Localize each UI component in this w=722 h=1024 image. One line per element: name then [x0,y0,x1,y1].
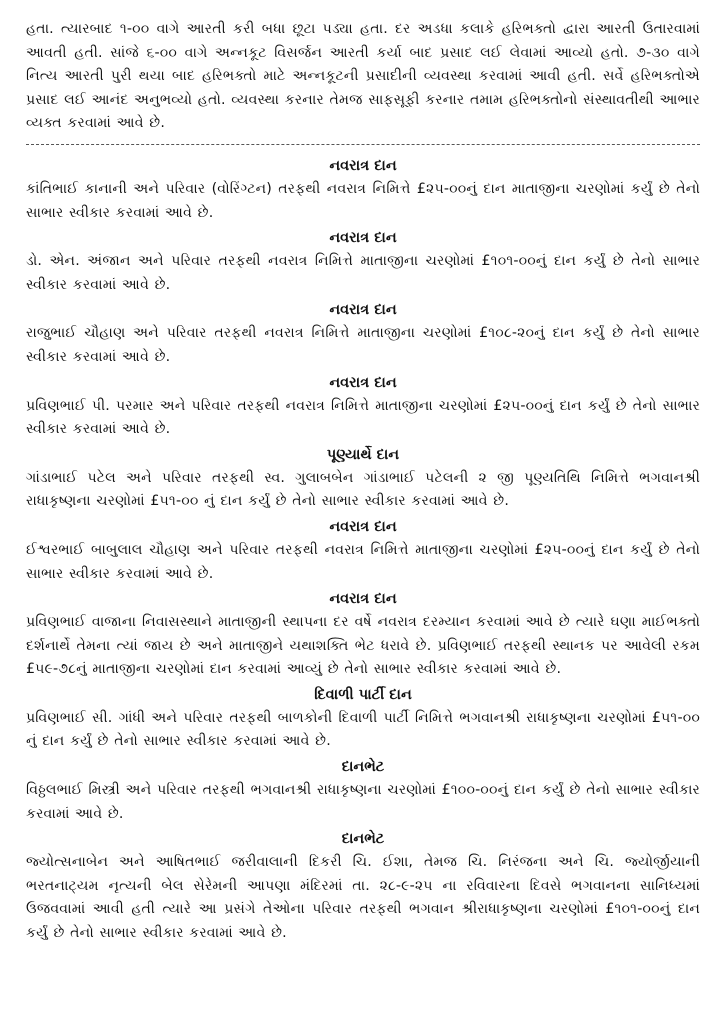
donation-text: પ્રવિણભાઈ સી. ગાંધી અને પરિવાર તરફથી બાળકોની દિવાળી પાર્ટી નિમિત્તે ભગવાનશ્રી રાધાકૃષ્ણના ચરણોમાં £૫૧-૦૦ નું દાન કર્યું છે તેનો સાભાર સ્વીકાર કરવામાં આવે છે. [26,709,700,750]
donation-entry [26,444,700,514]
donation-entry [26,828,700,945]
donation-heading: નવરાત્ર દાન [329,374,397,391]
intro-paragraph: હતા. ત્યારબાદ ૧-૦૦ વાગે આરતી કરી બધા છૂટા પડ્યા હતા. દર અડધા કલાકે હરિભક્તો દ્વારા આરતી ઉતારવામાં આવતી હતી. સાંજે ૬-૦૦ વાગે અન્નકૂટ વિસર્જન આરતી કર્યા બાદ પ્રસાદ લઈ લેવામાં આવ્યો હતો. ૭-૩૦ વાગે નિત્ય આરતી પુરી થયા બાદ હરિભક્તો માટે અન્નકૂટની પ્રસાદીની વ્યવસ્થા કરવામાં આવી હતી. સર્વે હરિભક્તોએ પ્રસાદ લઈ આનંદ અનુભવ્યો હતો. વ્યવસ્થા કરનાર તેમજ સાફસૂફી કરનાર તમામ હરિભક્તોનો સંસ્થાવતીથી આભાર વ્યક્ત કરવામાં આવે છે. [26,21,700,132]
donation-entry [26,588,700,682]
donation-heading: દાનભેટ [341,759,385,776]
donation-entry [26,756,700,826]
donation-text: ડો. એન. અંજાન અને પરિવાર તરફથી નવરાત્ર નિમિત્તે માતાજીના ચરણોમાં £૧૦૧-૦૦નું દાન કર્યું છે તેનો સાભાર સ્વીકાર કરવામાં આવે છે. [26,253,700,293]
donation-text: રાજુભાઈ ચૌહાણ અને પરિવાર તરફથી નવરાત્ર નિમિત્તે માતાજીના ચરણોમાં £૧૦૮-૨૦નું દાન કર્યું છે તેનો સાભાર સ્વીકાર કરવામાં આવે છે. [26,325,700,365]
donation-entry [26,516,700,586]
donation-heading: પૂણ્યાર્થે દાન [326,446,400,463]
donation-heading: નવરાત્ર દાન [329,157,397,174]
donation-text: ગાંડાભાઈ પટેલ અને પરિવાર તરફથી સ્વ. ગુલાબબેન ગાંડાભાઈ પટેલની ૨ જી પૂણ્યતિથિ નિમિત્તે ભગવાનશ્રી રાધાકૃષ્ણના ચરણોમાં £૫૧-૦૦ નું દાન કર્યું છે તેનો સાભાર સ્વીકાર કરવામાં આવે છે. [26,469,700,510]
donation-text: જ્યોત્સનાબેન અને આષિતભાઈ જરીવાલાની દિકરી ચિ. ઈશા, તેમજ ચિ. નિરંજના અને ચિ. જ્યોર્જીયાની ભરતનાટ્યમ નૃત્યની બેલ સેરેમની આપણા મંદિરમાં તા. ૨૮-૯-૨૫ ના રવિવારના દિવસે ભગવાનના સાનિધ્યમાં ઉજવવામાં આવી હતી ત્યારે આ પ્રસંગે તેઓના પરિવાર તરફથી ભગવાન શ્રીરાધાકૃષ્ણના ચરણોમાં £૧૦૧-૦૦નું દાન કર્યું છે તેનો સાભાર સ્વીકાર કરવામાં આવે છે. [26,854,700,942]
donation-heading: દિવાળી પાર્ટી દાન [314,686,412,703]
donation-entry [26,372,700,442]
donation-text: ઈશ્વરભાઈ બાબુલાલ ચૌહાણ અને પરિવાર તરફથી નવરાત્ર નિમિત્તે માતાજીના ચરણોમાં £૨૫-૦૦નું દાન કર્યું છે તેનો સાભાર સ્વીકાર કરવામાં આવે છે. [26,541,700,582]
dashed-divider [26,144,700,145]
donation-text: પ્રવિણભાઈ પી. પરમાર અને પરિવાર તરફથી નવરાત્ર નિમિત્તે માતાજીના ચરણોમાં £૨૫-૦૦નું દાન કર્યું છે તેનો સાભાર સ્વીકાર કરવામાં આવે છે. [26,397,700,438]
donation-heading: દાનભેટ [341,831,385,848]
donation-entry [26,299,700,369]
donation-entry [26,227,700,297]
donation-text: પ્રવિણભાઈ વાજાના નિવાસસ્થાને માતાજીની સ્થાપના દર વર્ષે નવરાત્ર દરમ્યાન કરવામાં આવે છે ત્યારે ઘણા માઈભક્તો દર્શનાર્થે તેમના ત્યાં જાય છે અને માતાજીને યથાશક્તિ ભેટ ધરાવે છે. પ્રવિણભાઈ તરફથી સ્થાનક પર આવેલી રકમ £૫૯-૭૮નું માતાજીના ચરણોમાં દાન કરવામાં આવ્યું છે તેનો સાભાર સ્વીકાર કરવામાં આવે છે. [26,614,700,678]
donation-text: વિઠ્ઠલભાઈ મિસ્ત્રી અને પરિવાર તરફથી ભગવાનશ્રી રાધાકૃષ્ણના ચરણોમાં £૧૦૦-૦૦નું દાન કર્યું છે તેનો સાભાર સ્વીકાર કરવામાં આવે છે. [26,782,700,822]
donation-heading: નવરાત્ર દાન [329,591,397,608]
donation-heading: નવરાત્ર દાન [329,302,397,319]
donation-text: કાંતિભાઈ કાનાની અને પરિવાર (વોરિંગ્ટન) તરફથી નવરાત્ર નિમિત્તે £૨૫-૦૦નું દાન માતાજીના ચરણોમાં કર્યું છે તેનો સાભાર સ્વીકાર કરવામાં આવે છે. [26,180,700,221]
donation-heading: નવરાત્ર દાન [329,230,397,247]
donation-entry [26,684,700,754]
donation-entry [26,155,700,225]
donation-heading: નવરાત્ર દાન [329,518,397,535]
donation-list [26,155,700,946]
